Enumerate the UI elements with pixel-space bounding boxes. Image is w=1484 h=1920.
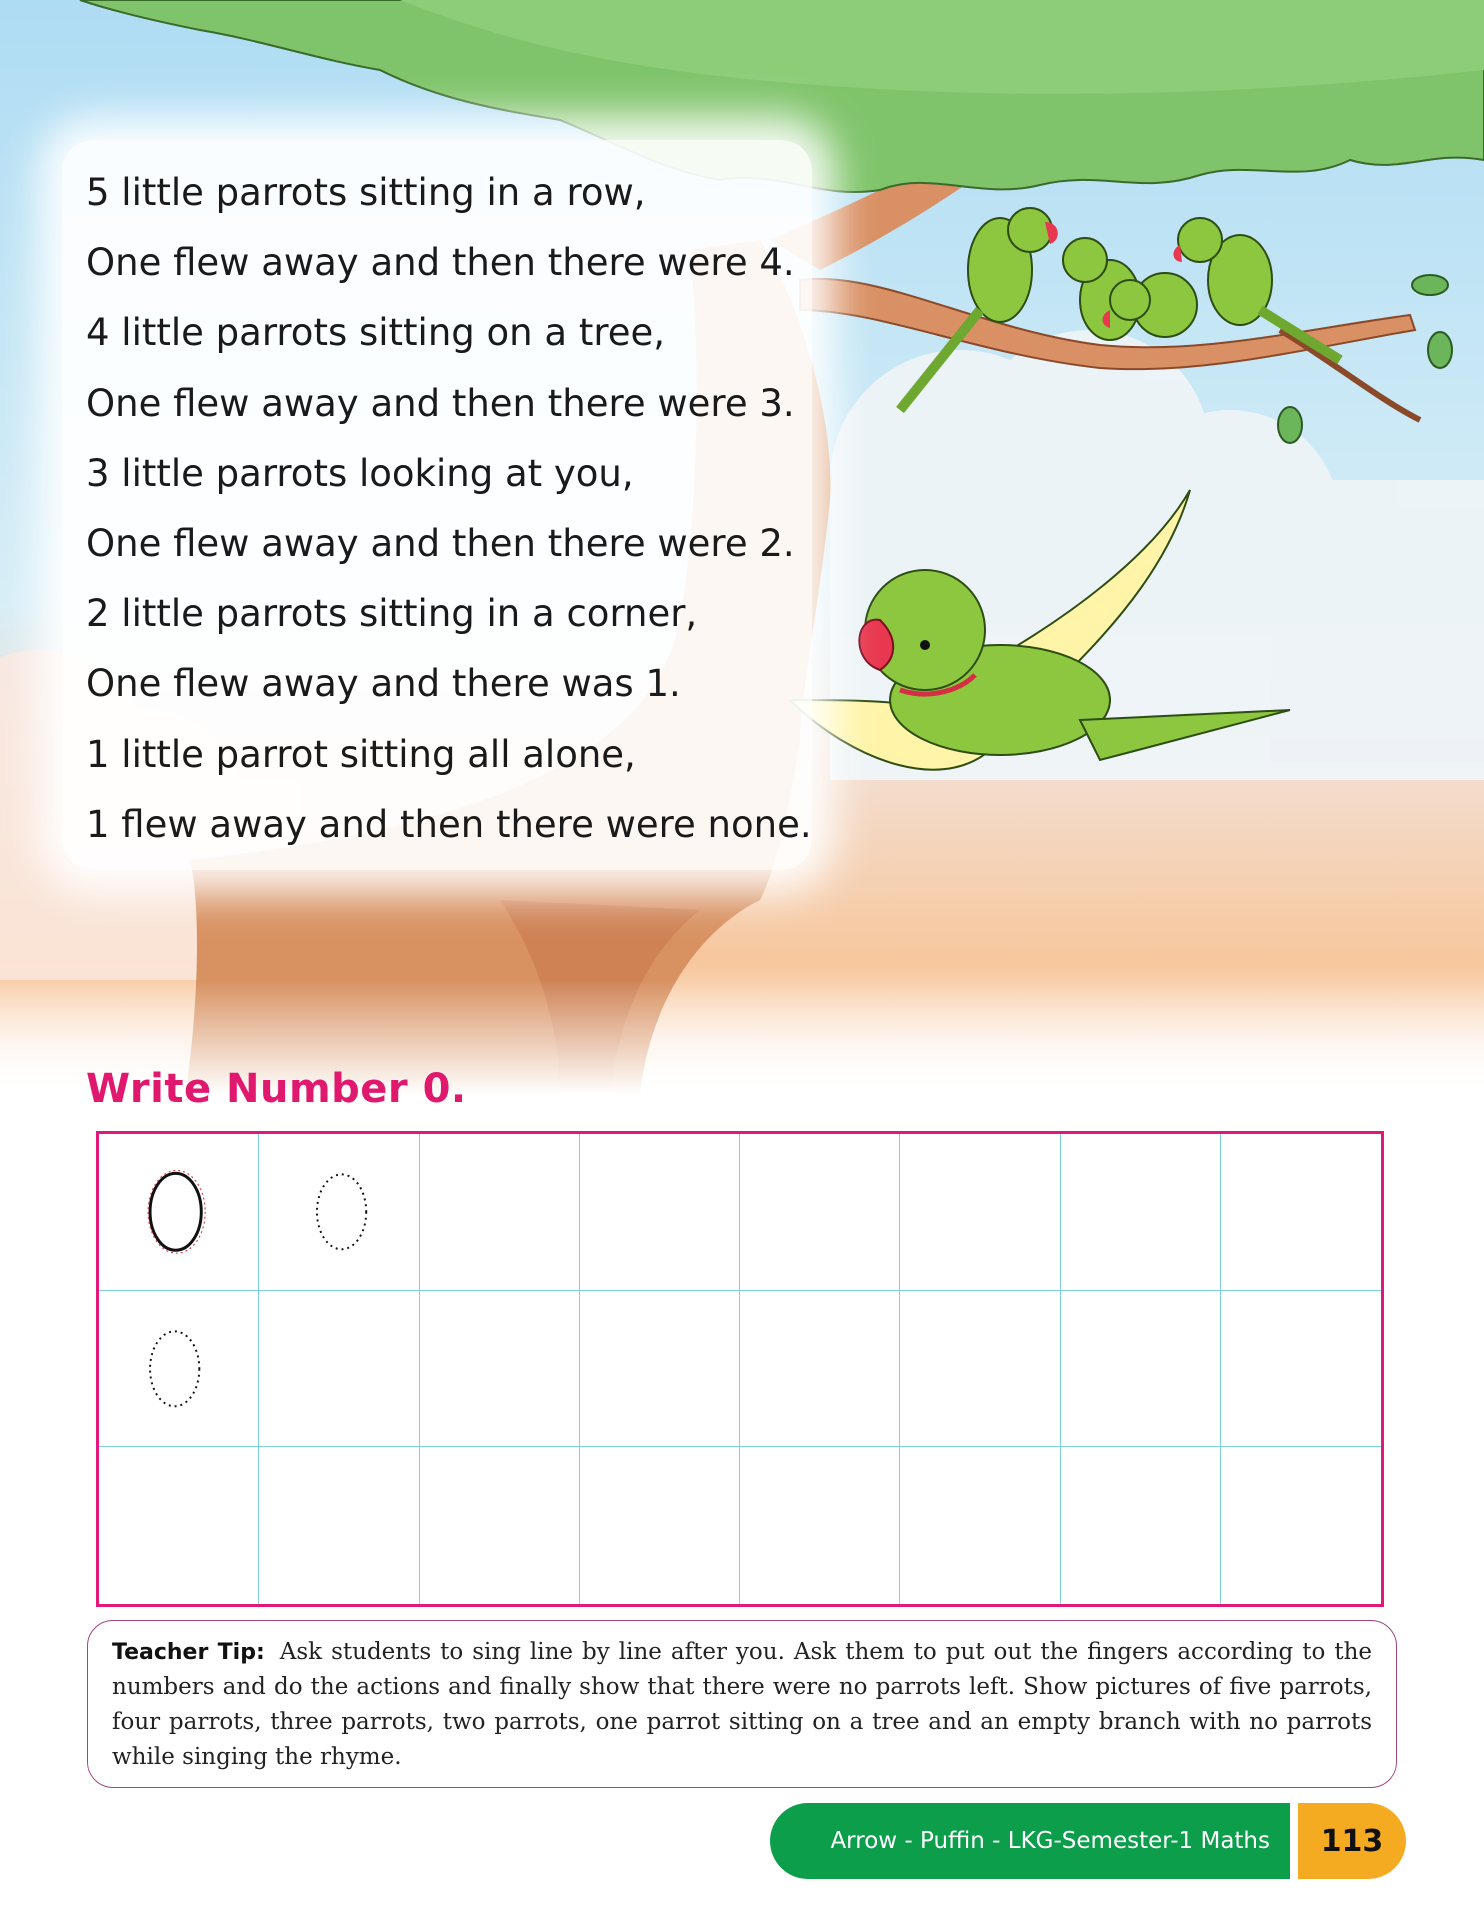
rhyme-line: 2 little parrots sitting in a corner, xyxy=(86,592,698,636)
grid-cell-solid-zero[interactable] xyxy=(99,1134,259,1291)
grid-cell[interactable] xyxy=(580,1134,740,1291)
rhyme-line: One flew away and then there were 2. xyxy=(86,521,795,565)
grid-cell[interactable] xyxy=(580,1291,740,1448)
grid-cell[interactable] xyxy=(580,1447,740,1604)
grid-cell[interactable] xyxy=(1221,1291,1381,1448)
teacher-tip-box xyxy=(87,1620,1397,1788)
teacher-tip-text: Ask students to sing line by line after you. Ask them to put out the fingers according to the numbers and do the actions and finally show that there were no parrots left. Show pictures of five parrots, four parrots, three parrots, two parrots, one parrot sitting on a tree and an empty branch with no parrots while singing the rhyme. xyxy=(112,1639,1373,1770)
worksheet-heading: Write Number 0. xyxy=(86,1066,467,1112)
book-title-band xyxy=(770,1803,1290,1879)
page-number: 113 xyxy=(1298,1803,1406,1879)
grid-cell[interactable] xyxy=(420,1134,580,1291)
grid-cell[interactable] xyxy=(900,1134,1060,1291)
grid-cell[interactable] xyxy=(1061,1134,1221,1291)
rhyme-line: One flew away and there was 1. xyxy=(86,662,681,706)
grid-cell-dotted-zero[interactable] xyxy=(259,1134,419,1291)
grid-cell[interactable] xyxy=(259,1447,419,1604)
rhyme-line: One flew away and then there were 3. xyxy=(86,381,795,425)
rhyme-line: One flew away and then there were 4. xyxy=(86,241,795,285)
rhyme-line: 4 little parrots sitting on a tree, xyxy=(86,311,666,355)
grid-cell[interactable] xyxy=(740,1134,900,1291)
teacher-tip-label: Teacher Tip: xyxy=(112,1640,265,1665)
grid-cell[interactable] xyxy=(900,1447,1060,1604)
grid-cell[interactable] xyxy=(740,1447,900,1604)
writing-grid xyxy=(96,1131,1384,1607)
grid-cell[interactable] xyxy=(420,1291,580,1448)
grid-cell[interactable] xyxy=(1221,1447,1381,1604)
zero-solid-icon xyxy=(99,1134,258,1290)
rhyme-line: 1 little parrot sitting all alone, xyxy=(86,732,636,776)
grid-cell[interactable] xyxy=(259,1291,419,1448)
rhyme-lines xyxy=(86,158,826,860)
zero-dotted-icon xyxy=(259,1134,418,1290)
grid-cell[interactable] xyxy=(1061,1447,1221,1604)
grid-cell[interactable] xyxy=(99,1447,259,1604)
grid-cell[interactable] xyxy=(740,1291,900,1448)
rhyme-line: 5 little parrots sitting in a row, xyxy=(86,171,646,214)
grid-cell[interactable] xyxy=(1061,1291,1221,1448)
rhyme-line: 1 flew away and then there were none. xyxy=(86,802,812,846)
grid-cell-dotted-zero[interactable] xyxy=(99,1291,259,1448)
grid-cell[interactable] xyxy=(420,1447,580,1604)
grid-cell[interactable] xyxy=(1221,1134,1381,1291)
grid-cell[interactable] xyxy=(900,1291,1060,1448)
book-title: Arrow - Puffin - LKG-Semester-1 Maths xyxy=(830,1828,1270,1854)
zero-dotted-icon xyxy=(99,1291,258,1447)
rhyme-line: 3 little parrots looking at you, xyxy=(86,451,634,495)
